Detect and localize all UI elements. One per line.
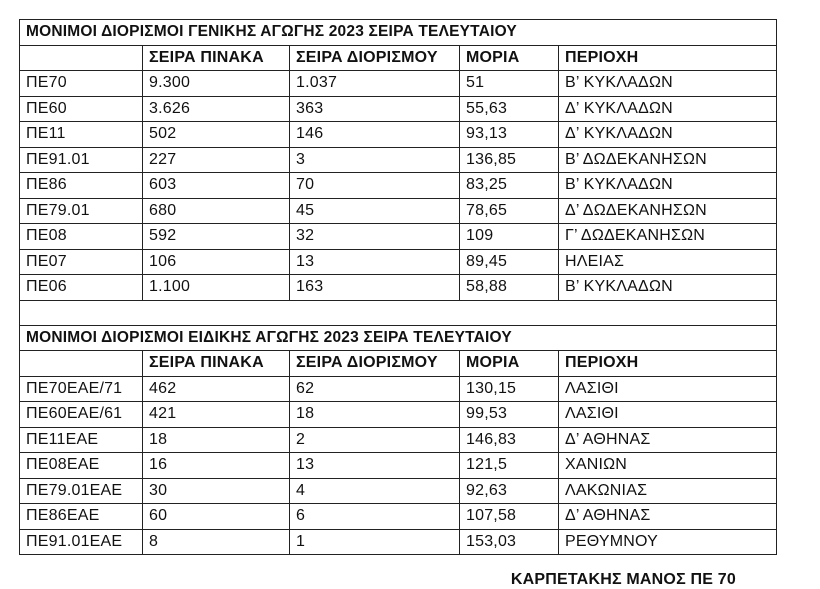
cell-appointment-rank: 6 — [290, 504, 460, 530]
cell-list-rank: 106 — [143, 249, 290, 275]
cell-specialty: ΠΕ60ΕΑΕ/61 — [20, 402, 143, 428]
cell-appointment-rank: 18 — [290, 402, 460, 428]
cell-specialty: ΠΕ08ΕΑΕ — [20, 453, 143, 479]
column-header-points: ΜΟΡΙΑ — [460, 45, 559, 71]
column-header-list-rank: ΣΕΙΡΑ ΠΙΝΑΚΑ — [143, 351, 290, 377]
cell-list-rank: 18 — [143, 427, 290, 453]
table-row — [20, 504, 777, 530]
cell-specialty: ΠΕ11ΕΑΕ — [20, 427, 143, 453]
cell-points: 51 — [460, 71, 559, 97]
table-row — [20, 402, 777, 428]
cell-specialty: ΠΕ70 — [20, 71, 143, 97]
cell-region: ΡΕΘΥΜΝΟΥ — [559, 529, 777, 555]
column-header-points: ΜΟΡΙΑ — [460, 351, 559, 377]
table-row — [20, 249, 777, 275]
column-header-appointment-rank: ΣΕΙΡΑ ΔΙΟΡΙΣΜΟΥ — [290, 351, 460, 377]
cell-appointment-rank: 1.037 — [290, 71, 460, 97]
cell-appointment-rank: 45 — [290, 198, 460, 224]
cell-specialty: ΠΕ07 — [20, 249, 143, 275]
cell-region: Δ’ ΑΘΗΝΑΣ — [559, 427, 777, 453]
appointments-table — [19, 19, 777, 555]
cell-specialty: ΠΕ79.01 — [20, 198, 143, 224]
general-header-row — [20, 45, 777, 71]
cell-points: 78,65 — [460, 198, 559, 224]
cell-region: Β’ ΚΥΚΛΑΔΩΝ — [559, 71, 777, 97]
table-row — [20, 96, 777, 122]
cell-list-rank: 680 — [143, 198, 290, 224]
cell-appointment-rank: 1 — [290, 529, 460, 555]
general-section-title: ΜΟΝΙΜΟΙ ΔΙΟΡΙΣΜΟΙ ΓΕΝΙΚΗΣ ΑΓΩΓΗΣ 2023 ΣΕΙΡΑ ΤΕΛΕΥΤΑΙΟΥ — [20, 20, 777, 46]
cell-points: 55,63 — [460, 96, 559, 122]
cell-points: 83,25 — [460, 173, 559, 199]
cell-specialty: ΠΕ91.01 — [20, 147, 143, 173]
cell-region: Β’ ΚΥΚΛΑΔΩΝ — [559, 275, 777, 301]
cell-appointment-rank: 146 — [290, 122, 460, 148]
cell-list-rank: 60 — [143, 504, 290, 530]
cell-specialty: ΠΕ11 — [20, 122, 143, 148]
table-row — [20, 478, 777, 504]
cell-list-rank: 421 — [143, 402, 290, 428]
cell-points: 130,15 — [460, 376, 559, 402]
cell-points: 92,63 — [460, 478, 559, 504]
cell-list-rank: 227 — [143, 147, 290, 173]
table-row — [20, 147, 777, 173]
table-row — [20, 173, 777, 199]
column-header-list-rank: ΣΕΙΡΑ ΠΙΝΑΚΑ — [143, 45, 290, 71]
cell-list-rank: 9.300 — [143, 71, 290, 97]
cell-list-rank: 3.626 — [143, 96, 290, 122]
cell-region: ΛΑΚΩΝΙΑΣ — [559, 478, 777, 504]
cell-region: Δ’ ΔΩΔΕΚΑΝΗΣΩΝ — [559, 198, 777, 224]
cell-appointment-rank: 13 — [290, 453, 460, 479]
special-header-row — [20, 351, 777, 377]
cell-points: 153,03 — [460, 529, 559, 555]
cell-points: 109 — [460, 224, 559, 250]
cell-list-rank: 30 — [143, 478, 290, 504]
cell-region: ΗΛΕΙΑΣ — [559, 249, 777, 275]
special-title-row — [20, 325, 777, 351]
cell-points: 107,58 — [460, 504, 559, 530]
cell-list-rank: 592 — [143, 224, 290, 250]
cell-region: ΛΑΣΙΘΙ — [559, 376, 777, 402]
cell-points: 93,13 — [460, 122, 559, 148]
cell-appointment-rank: 163 — [290, 275, 460, 301]
cell-specialty: ΠΕ06 — [20, 275, 143, 301]
cell-region: ΛΑΣΙΘΙ — [559, 402, 777, 428]
table-row — [20, 198, 777, 224]
table-row — [20, 376, 777, 402]
cell-specialty: ΠΕ08 — [20, 224, 143, 250]
general-title-row — [20, 20, 777, 46]
cell-list-rank: 502 — [143, 122, 290, 148]
special-section-title: ΜΟΝΙΜΟΙ ΔΙΟΡΙΣΜΟΙ ΕΙΔΙΚΗΣ ΑΓΩΓΗΣ 2023 ΣΕΙΡΑ ΤΕΛΕΥΤΑΙΟΥ — [20, 325, 777, 351]
section-spacer — [20, 300, 777, 325]
cell-region: Δ’ ΑΘΗΝΑΣ — [559, 504, 777, 530]
section-spacer-row — [20, 300, 777, 325]
cell-specialty: ΠΕ86ΕΑΕ — [20, 504, 143, 530]
cell-appointment-rank: 363 — [290, 96, 460, 122]
table-row — [20, 427, 777, 453]
cell-appointment-rank: 32 — [290, 224, 460, 250]
column-header-region: ΠΕΡΙΟΧΗ — [559, 45, 777, 71]
table-row — [20, 71, 777, 97]
cell-region: Β’ ΔΩΔΕΚΑΝΗΣΩΝ — [559, 147, 777, 173]
table-row — [20, 453, 777, 479]
column-header-specialty — [20, 45, 143, 71]
column-header-appointment-rank: ΣΕΙΡΑ ΔΙΟΡΙΣΜΟΥ — [290, 45, 460, 71]
table-row — [20, 529, 777, 555]
cell-list-rank: 8 — [143, 529, 290, 555]
cell-specialty: ΠΕ70ΕΑΕ/71 — [20, 376, 143, 402]
appointments-table-body — [20, 20, 777, 555]
cell-list-rank: 603 — [143, 173, 290, 199]
cell-appointment-rank: 4 — [290, 478, 460, 504]
cell-list-rank: 462 — [143, 376, 290, 402]
cell-specialty: ΠΕ60 — [20, 96, 143, 122]
cell-region: Γ’ ΔΩΔΕΚΑΝΗΣΩΝ — [559, 224, 777, 250]
cell-appointment-rank: 62 — [290, 376, 460, 402]
cell-specialty: ΠΕ86 — [20, 173, 143, 199]
cell-specialty: ΠΕ79.01ΕΑΕ — [20, 478, 143, 504]
cell-region: Β’ ΚΥΚΛΑΔΩΝ — [559, 173, 777, 199]
cell-points: 99,53 — [460, 402, 559, 428]
cell-region: Δ’ ΚΥΚΛΑΔΩΝ — [559, 122, 777, 148]
cell-points: 58,88 — [460, 275, 559, 301]
table-row — [20, 122, 777, 148]
cell-appointment-rank: 3 — [290, 147, 460, 173]
cell-points: 121,5 — [460, 453, 559, 479]
appointments-sheet — [19, 19, 776, 588]
cell-appointment-rank: 70 — [290, 173, 460, 199]
cell-points: 89,45 — [460, 249, 559, 275]
author-signature: ΚΑΡΠΕΤΑΚΗΣ ΜΑΝΟΣ ΠΕ 70 — [510, 571, 736, 588]
column-header-region: ΠΕΡΙΟΧΗ — [559, 351, 777, 377]
column-header-specialty — [20, 351, 143, 377]
cell-appointment-rank: 13 — [290, 249, 460, 275]
table-row — [20, 275, 777, 301]
table-row — [20, 224, 777, 250]
cell-region: Δ’ ΚΥΚΛΑΔΩΝ — [559, 96, 777, 122]
cell-specialty: ΠΕ91.01ΕΑΕ — [20, 529, 143, 555]
cell-points: 136,85 — [460, 147, 559, 173]
cell-points: 146,83 — [460, 427, 559, 453]
cell-appointment-rank: 2 — [290, 427, 460, 453]
cell-list-rank: 1.100 — [143, 275, 290, 301]
cell-list-rank: 16 — [143, 453, 290, 479]
cell-region: ΧΑΝΙΩΝ — [559, 453, 777, 479]
